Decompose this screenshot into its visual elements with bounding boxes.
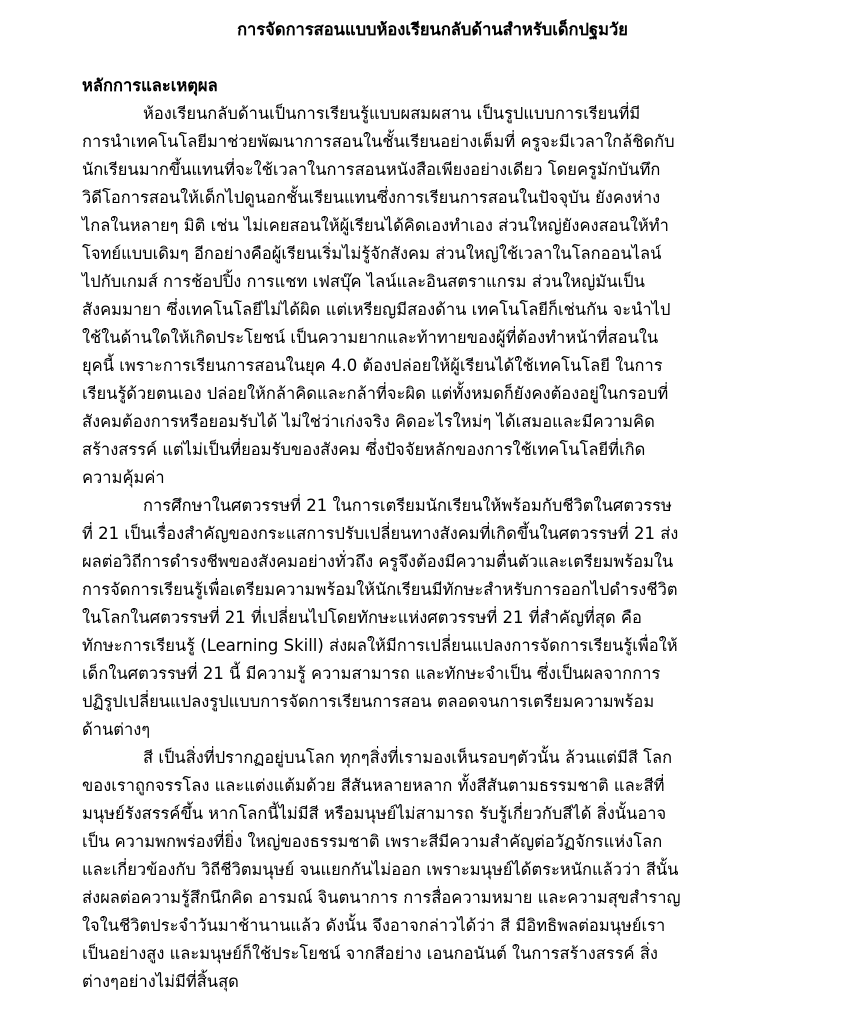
paragraph-line: ทักษะการเรียนรู้ (Learning Skill) ส่งผลให้มีการเปลี่ยนแปลงการจัดการเรียนรู้เพื่อให้ [82,636,678,655]
paragraph-line: ความคุ้มค่า [82,468,165,487]
paragraph-line: โจทย์แบบเดิมๆ อีกอย่างคือผู้เรียนเริ่มไม่รู้จักสังคม ส่วนใหญ่ใช้เวลาในโลกออนไลน์ [82,244,662,263]
paragraph-line: มนุษย์รังสรรค์ขึ้น หากโลกนี้ไม่มีสี หรือมนุษย์ไม่สามารถ รับรู้เกี่ยวกับสีได้ สิ่งนั้นอาจ [82,804,667,823]
paragraph-line: การจัดการเรียนรู้เพื่อเตรียมความพร้อมให้นักเรียนมีทักษะสำหรับการออกไปดำรงชีวิต [82,580,678,599]
paragraph-line: ที่ 21 เป็นเรื่องสำคัญของกระแสการปรับเปลี่ยนทางสังคมที่เกิดขึ้นในศตวรรษที่ 21 ส่ง [82,524,679,543]
paragraph-line: การนำเทคโนโลยีมาช่วยพัฒนาการสอนในชั้นเรียนอย่างเต็มที่ ครูจะมีเวลาใกล้ชิดกับ [82,132,675,151]
document-title: การจัดการสอนแบบห้องเรียนกลับด้านสำหรับเด็กปฐมวัย [237,20,628,39]
paragraph-line: ในโลกในศตวรรษที่ 21 ที่เปลี่ยนไปโดยทักษะแห่งศตวรรษที่ 21 ที่สำคัญที่สุด คือ [82,608,642,627]
paragraph-line: ไปกับเกมส์ การช้อปปิ้ง การแชท เฟสบุ๊ค ไลน์และอินสตราแกรม ส่วนใหญ่มันเป็น [82,272,645,291]
paragraph-line: ใจในชีวิตประจำวันมาช้านานแล้ว ดังนั้น จึงอาจกล่าวได้ว่า สี มีอิทธิพลต่อมนุษย์เรา [82,916,666,935]
paragraph-line: ใช้ในด้านใดให้เกิดประโยชน์ เป็นความยากและท้าทายของผู้ที่ต้องทำหน้าที่สอนใน [82,328,659,347]
paragraph-line: เด็กในศตวรรษที่ 21 นี้ มีความรู้ ความสามารถ และทักษะจำเป็น ซึ่งเป็นผลจากการ [82,664,661,683]
paragraph-line: ไกลในหลายๆ มิติ เช่น ไม่เคยสอนให้ผู้เรียนได้คิดเองทำเอง ส่วนใหญ่ยังคงสอนให้ทำ [82,216,669,235]
paragraph-line: ต่างๆอย่างไม่มีที่สิ้นสุด [82,972,239,991]
paragraph-line: ผลต่อวิถีการดำรงชีพของสังคมอย่างทั่วถึง ครูจึงต้องมีความตื่นตัวและเตรียมพร้อมใน [82,552,674,571]
paragraph-line: ด้านต่างๆ [82,720,151,739]
paragraph-line: ของเราถูกจรรโลง และแต่งแต้มด้วย สีสันหลายหลาก ทั้งสีสันตามธรรมชาติ และสีที่ [82,776,665,795]
paragraph-line: ปฏิรูปเปลี่ยนแปลงรูปแบบการจัดการเรียนการสอน ตลอดจนการเตรียมความพร้อม [82,692,655,711]
section-heading: หลักการและเหตุผล [82,76,218,95]
paragraph-line: วิดีโอการสอนให้เด็กไปดูนอกชั้นเรียนแทนซึ่งการเรียนการสอนในปัจจุบัน ยังคงห่าง [82,188,661,207]
paragraph-line: เรียนรู้ด้วยตนเอง ปล่อยให้กล้าคิดและกล้าที่จะผิด แต่ทั้งหมดก็ยังคงต้องอยู่ในกรอบที่ [82,384,669,403]
paragraph-line: ส่งผลต่อความรู้สึกนึกคิด อารมณ์ จินตนาการ การสื่อความหมาย และความสุขสำราญ [82,888,681,907]
paragraph-line: นักเรียนมากขึ้นแทนที่จะใช้เวลาในการสอนหนังสือเพียงอย่างเดียว โดยครูมักบันทึก [82,160,661,179]
paragraph-line: เป็น ความพกพร่องที่ยิ่ง ใหญ่ของธรรมชาติ เพราะสีมีความสำคัญต่อวัฏจักรแห่งโลก [82,832,663,851]
paragraph-line: สี เป็นสิ่งที่ปรากฏอยู่บนโลก ทุกๆสิ่งที่เรามองเห็นรอบๆตัวนั้น ล้วนแต่มีสี โลก [143,748,673,767]
paragraph-line: สังคมต้องการหรือยอมรับได้ ไม่ใช่ว่าเก่งจริง คิดอะไรใหม่ๆ ได้เสมอและมีความคิด [82,412,655,431]
paragraph-line: การศึกษาในศตวรรษที่ 21 ในการเตรียมนักเรียนให้พร้อมกับชีวิตในศตวรรษ [143,496,672,515]
paragraph-line: เป็นอย่างสูง และมนุษย์ก็ใช้ประโยชน์ จากสีอย่าง เอนกอนันต์ ในการสร้างสรรค์ สิ่ง [82,944,658,963]
paragraph-line: และเกี่ยวข้องกับ วิถีชีวิตมนุษย์ จนแยกกันไม่ออก เพราะมนุษย์ได้ตระหนักแล้วว่า สีนั้น [82,860,679,879]
paragraph-line: ห้องเรียนกลับด้านเป็นการเรียนรู้แบบผสมผสาน เป็นรูปแบบการเรียนที่มี [143,104,641,123]
paragraph-line: สร้างสรรค์ แต่ไม่เป็นที่ยอมรับของสังคม ซึ่งปัจจัยหลักของการใช้เทคโนโลยีที่เกิด [82,440,646,459]
paragraph-line: ยุคนี้ เพราะการเรียนการสอนในยุค 4.0 ต้องปล่อยให้ผู้เรียนได้ใช้เทคโนโลยี ในการ [82,356,663,375]
paragraph-line: สังคมมายา ซึ่งเทคโนโลยีไม่ได้ผิด แต่เหรียญมีสองด้าน เทคโนโลยีก็เช่นกัน จะนำไป [82,300,671,319]
